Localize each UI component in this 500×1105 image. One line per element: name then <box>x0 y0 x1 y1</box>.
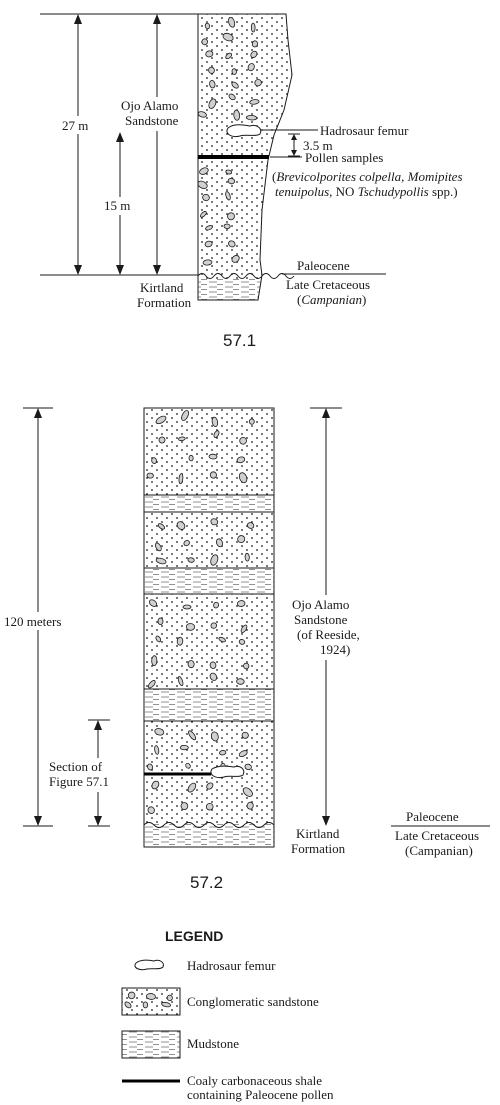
pebble <box>249 419 255 425</box>
pebble <box>224 224 231 229</box>
hadrosaur-femur-57-2 <box>211 766 244 777</box>
label-pollen-samples: Pollen samples <box>305 150 384 165</box>
pebble <box>209 454 217 459</box>
label-3-5m: 3.5 m <box>303 138 333 153</box>
pebble <box>147 473 154 479</box>
pebble <box>237 600 245 607</box>
figure-57-2 <box>2 408 490 892</box>
pebble <box>232 68 237 74</box>
label-hadrosaur-femur-57-1: Hadrosaur femur <box>320 123 409 138</box>
legend-label-femur: Hadrosaur femur <box>187 958 276 973</box>
pebble <box>180 745 188 749</box>
label-figure-57-1: Figure 57.1 <box>49 774 109 789</box>
pebble <box>203 259 212 265</box>
pebble <box>210 472 216 479</box>
pebble <box>251 23 255 32</box>
pebble <box>206 803 213 810</box>
dim-3-5m <box>288 134 300 156</box>
column-57-2 <box>144 408 274 847</box>
label-sandstone-57-1: Sandstone <box>125 113 179 128</box>
pebble <box>167 995 173 1001</box>
label-paleocene-57-2: Paleocene <box>406 809 459 824</box>
label-formation-57-2: Formation <box>291 841 346 856</box>
label-ojo-alamo-57-1: Ojo Alamo <box>121 98 179 113</box>
label-paleocene-57-1: Paleocene <box>297 258 350 273</box>
pebble <box>183 605 191 609</box>
label-campanian-57-2: (Campanian) <box>405 843 473 858</box>
hadrosaur-femur-57-1 <box>227 125 261 137</box>
pebble <box>246 115 257 120</box>
label-ojo-alamo-57-2: Ojo Alamo <box>292 597 350 612</box>
label-formation-57-1: Formation <box>137 295 192 310</box>
caption-57-2: 57.2 <box>190 873 224 892</box>
pebble <box>252 40 258 47</box>
pebble <box>177 637 183 645</box>
label-kirtland-57-1: Kirtland <box>140 280 184 295</box>
caption-57-1: 57.1 <box>223 331 257 350</box>
pebble <box>158 618 163 625</box>
pebble <box>189 455 193 461</box>
pebble <box>188 660 195 668</box>
pebble <box>236 679 244 685</box>
pollen-note-line-2: tenuipolus, NO Tschudypollis spp.) <box>275 184 458 199</box>
sandstone-pattern <box>122 988 180 1015</box>
femur-icon <box>135 960 163 970</box>
legend <box>122 928 334 1102</box>
pebble <box>180 802 188 810</box>
legend-label-shale-1: Coaly carbonaceous shale <box>187 1073 323 1088</box>
dim-27m <box>74 14 82 275</box>
label-27m: 27 m <box>62 118 89 133</box>
label-120-meters: 120 meters <box>4 614 62 629</box>
pebble <box>205 23 210 29</box>
pebble <box>245 553 250 561</box>
legend-label-mudstone: Mudstone <box>187 1036 239 1051</box>
dim-ojo-alamo-57-1 <box>153 14 161 275</box>
pebble <box>233 110 240 121</box>
legend-label-shale-2: containing Paleocene pollen <box>187 1087 334 1102</box>
mudstone-pattern <box>122 1031 180 1058</box>
pebble <box>202 39 208 45</box>
pebble <box>152 656 158 666</box>
label-section-of: Section of <box>49 759 103 774</box>
legend-title: LEGEND <box>165 928 224 944</box>
pollen-note-line-1: (Brevicolporites colpella, Momipites <box>272 169 463 184</box>
label-of-reeside: (of Reeside, <box>297 627 360 642</box>
label-sandstone-57-2: Sandstone <box>294 612 348 627</box>
legend-label-sandstone: Conglomeratic sandstone <box>187 994 319 1009</box>
label-kirtland-57-2: Kirtland <box>296 826 340 841</box>
label-late-cretaceous-57-2: Late Cretaceous <box>395 828 480 843</box>
pebble <box>247 802 254 810</box>
pebble <box>186 623 195 630</box>
label-late-cretaceous-57-1: Late Cretaceous <box>286 277 371 292</box>
pebble <box>143 1002 148 1008</box>
label-1924: 1924) <box>320 642 351 657</box>
label-campanian-57-1: (Campanian) <box>297 292 367 307</box>
label-15m: 15 m <box>104 198 131 213</box>
figure-57-1 <box>40 14 463 350</box>
pebble <box>188 557 195 562</box>
